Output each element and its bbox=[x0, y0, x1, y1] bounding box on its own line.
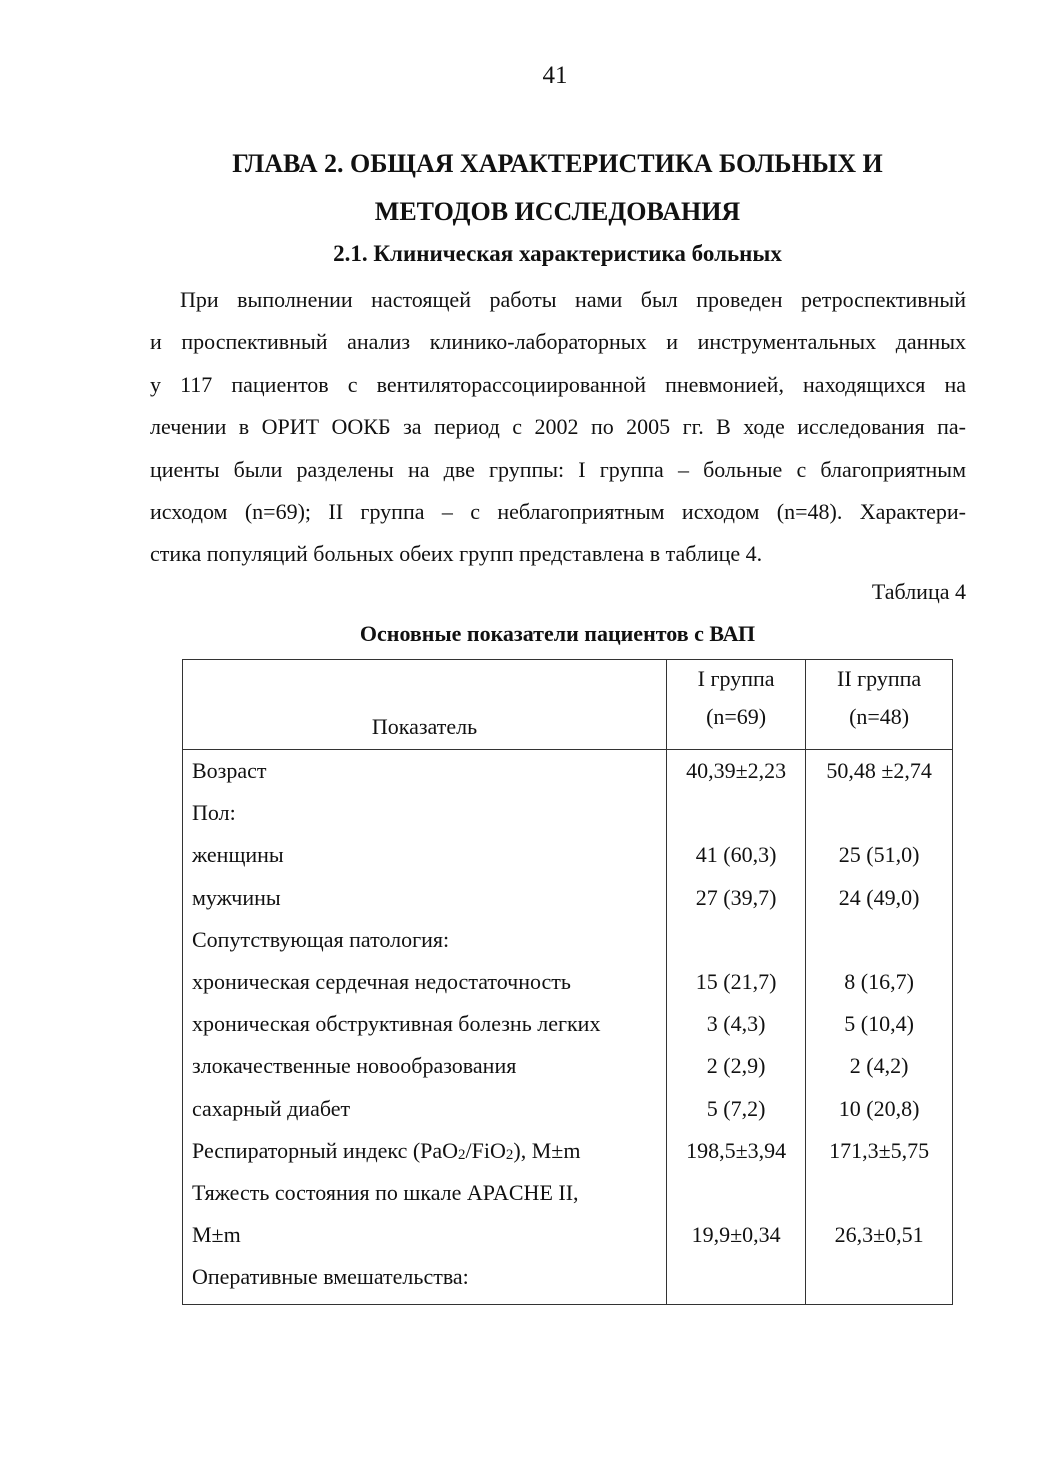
chapter-title-line-2: МЕТОДОВ ИССЛЕДОВАНИЯ bbox=[374, 197, 741, 226]
paragraph-line: циенты были разделены на две группы: I группа – больные с благоприятным bbox=[150, 456, 966, 482]
chapter-title-line-1: ГЛАВА 2. ОБЩАЯ ХАРАКТЕРИСТИКА БОЛЬНЫХ И bbox=[232, 149, 883, 178]
intro-paragraph bbox=[150, 279, 966, 576]
row-group-1-value bbox=[667, 792, 806, 834]
table-label: Таблица 4 bbox=[871, 579, 966, 604]
row-group-2-value: 50,48 ±2,74 bbox=[806, 750, 953, 793]
table-row bbox=[183, 792, 953, 834]
row-indicator: мужчины bbox=[183, 877, 667, 919]
row-group-1-value: 19,9±0,34 bbox=[667, 1214, 806, 1256]
table-row bbox=[183, 1003, 953, 1045]
row-group-2-value: 26,3±0,51 bbox=[806, 1214, 953, 1256]
row-group-2-value: 24 (49,0) bbox=[806, 877, 953, 919]
row-group-1-value bbox=[667, 1256, 806, 1305]
row-group-1-value: 198,5±3,94 bbox=[667, 1130, 806, 1172]
paragraph-line: и проспективный анализ клинико-лабораторных и инструментальных данных bbox=[150, 329, 966, 355]
row-group-1-value: 41 (60,3) bbox=[667, 834, 806, 876]
table-row bbox=[183, 750, 953, 793]
table-row bbox=[183, 1172, 953, 1214]
table-row bbox=[183, 1256, 953, 1305]
row-group-2-value: 5 (10,4) bbox=[806, 1003, 953, 1045]
header-indicator: Показатель bbox=[183, 660, 667, 750]
row-indicator: хроническая сердечная недостаточность bbox=[183, 961, 667, 1003]
row-indicator: Сопутствующая патология: bbox=[183, 919, 667, 961]
row-group-1-value: 5 (7,2) bbox=[667, 1088, 806, 1130]
row-group-2-value: 25 (51,0) bbox=[806, 834, 953, 876]
row-group-2-value: 10 (20,8) bbox=[806, 1088, 953, 1130]
paragraph-line: При выполнении настоящей работы нами был проведен ретроспективный bbox=[180, 287, 966, 312]
row-group-1-value: 27 (39,7) bbox=[667, 877, 806, 919]
row-group-2-value bbox=[806, 1172, 953, 1214]
paragraph-line: стика популяций больных обеих групп представлена в таблице 4. bbox=[150, 541, 763, 567]
header-group-1 bbox=[667, 660, 806, 750]
indicator-text: ), M±m bbox=[513, 1137, 581, 1163]
header-group-1-name: I группа bbox=[697, 666, 775, 691]
patient-indicators-table bbox=[182, 659, 953, 1305]
row-group-1-value: 15 (21,7) bbox=[667, 961, 806, 1003]
indicator-text: Респираторный индекс (PaO bbox=[192, 1137, 459, 1163]
row-group-1-value bbox=[667, 1172, 806, 1214]
section-title: 2.1. Клиническая характеристика больных bbox=[333, 241, 782, 266]
page-number: 41 bbox=[542, 62, 568, 89]
table-row bbox=[183, 1130, 953, 1172]
row-group-2-value: 8 (16,7) bbox=[806, 961, 953, 1003]
row-group-2-value bbox=[806, 919, 953, 961]
row-group-1-value: 40,39±2,23 bbox=[667, 750, 806, 793]
subscript: 2 bbox=[505, 1146, 514, 1163]
row-group-1-value: 2 (2,9) bbox=[667, 1045, 806, 1087]
row-indicator: Пол: bbox=[183, 792, 667, 834]
paragraph-line: лечении в ОРИТ ООКБ за период с 2002 по 2005 гг. В ходе исследования па- bbox=[150, 414, 966, 440]
table-row bbox=[183, 1214, 953, 1256]
row-group-2-value bbox=[806, 1256, 953, 1305]
table-row bbox=[183, 1045, 953, 1087]
table-title: Основные показатели пациентов с ВАП bbox=[359, 621, 756, 646]
header-group-2 bbox=[806, 660, 953, 750]
row-indicator: Тяжесть состояния по шкале APACHE II, bbox=[183, 1172, 667, 1214]
paragraph-line: исходом (n=69); II группа – с неблагоприятным исходом (n=48). Характери- bbox=[150, 498, 966, 524]
row-group-2-value bbox=[806, 792, 953, 834]
table-row bbox=[183, 1088, 953, 1130]
row-indicator: хроническая обструктивная болезнь легких bbox=[183, 1003, 667, 1045]
row-indicator: злокачественные новообразования bbox=[183, 1045, 667, 1087]
row-group-2-value: 171,3±5,75 bbox=[806, 1130, 953, 1172]
table-row bbox=[183, 919, 953, 961]
table-row bbox=[183, 834, 953, 876]
row-indicator: M±m bbox=[183, 1214, 667, 1256]
chapter-title bbox=[150, 140, 965, 236]
header-group-2-n: (n=48) bbox=[849, 704, 910, 729]
header-group-1-n: (n=69) bbox=[706, 704, 767, 729]
row-group-1-value: 3 (4,3) bbox=[667, 1003, 806, 1045]
row-group-2-value: 2 (4,2) bbox=[806, 1045, 953, 1087]
row-indicator: Оперативные вмешательства: bbox=[183, 1256, 667, 1305]
row-group-1-value bbox=[667, 919, 806, 961]
table-row bbox=[183, 877, 953, 919]
table-row bbox=[183, 961, 953, 1003]
row-indicator: Возраст bbox=[183, 750, 667, 793]
row-indicator: женщины bbox=[183, 834, 667, 876]
row-indicator: сахарный диабет bbox=[183, 1088, 667, 1130]
paragraph-line: у 117 пациентов с вентиляторассоциированной пневмонией, находящихся на bbox=[150, 371, 966, 397]
subscript: 2 bbox=[458, 1146, 466, 1163]
row-indicator bbox=[183, 1130, 667, 1172]
table-header-row bbox=[183, 660, 953, 750]
header-group-2-name: II группа bbox=[837, 666, 922, 691]
indicator-text: /FiO bbox=[465, 1137, 506, 1163]
